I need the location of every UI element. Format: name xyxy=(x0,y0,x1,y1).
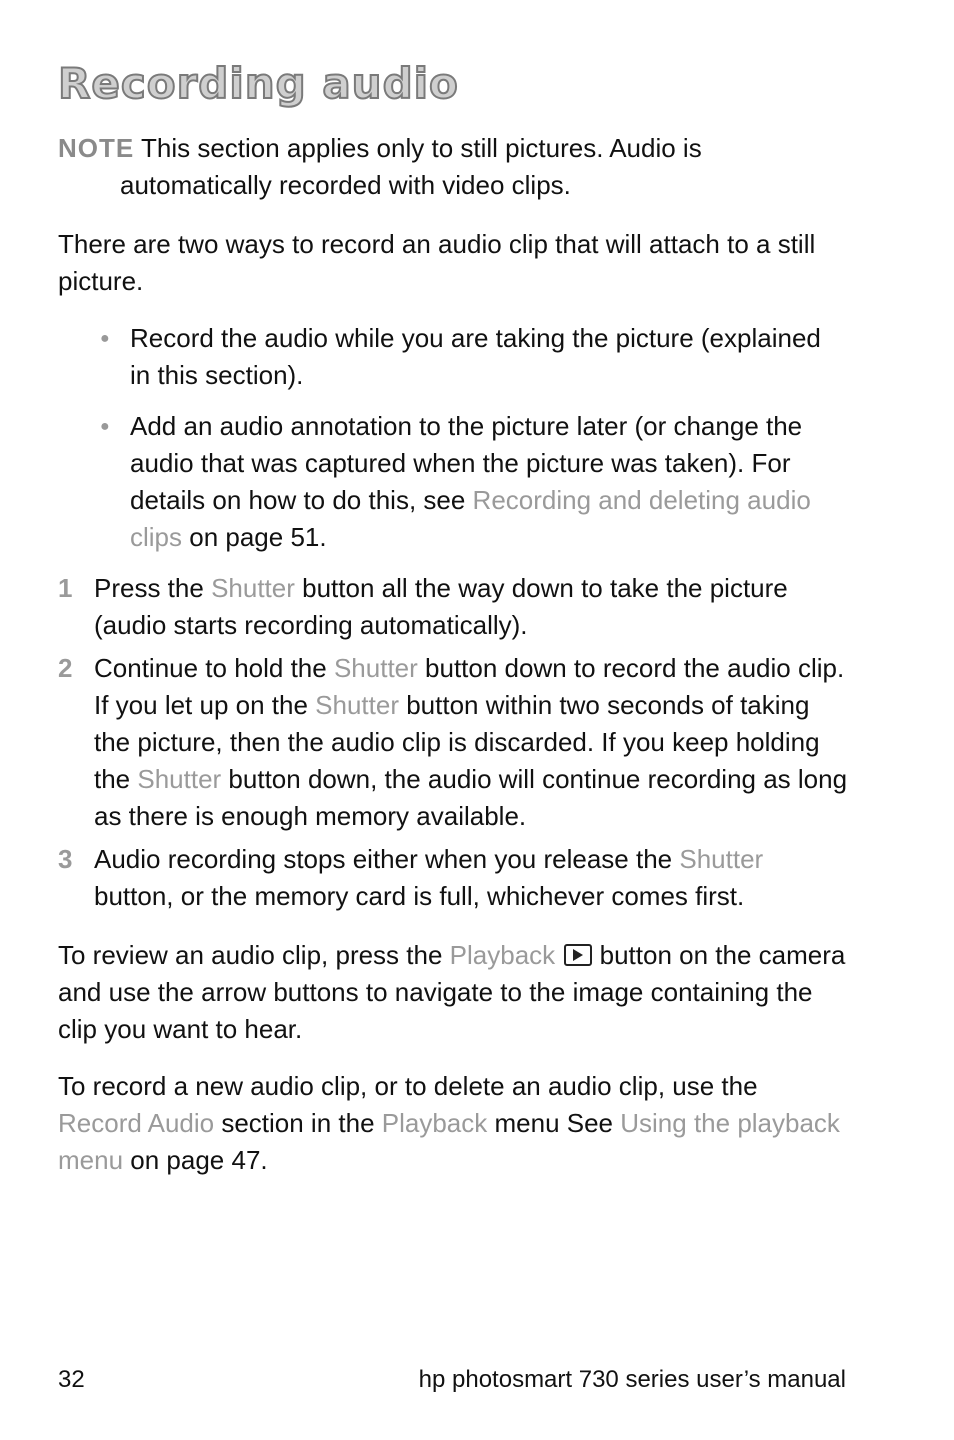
shutter-term: Shutter xyxy=(679,844,764,874)
step-number: 1 xyxy=(58,573,73,603)
record-text: To record a new audio clip, or to delete an audio clip, use the xyxy=(58,1071,758,1101)
note-text: This section applies only to still pictures. Audio is automatically recorded with video clips. xyxy=(120,133,702,200)
record-text: section in the xyxy=(214,1108,382,1138)
playback-term: Playback xyxy=(449,940,556,970)
shutter-term: Shutter xyxy=(315,690,399,720)
note xyxy=(58,130,848,204)
review-text: To review an audio clip, press the xyxy=(58,940,450,970)
playback-icon xyxy=(564,944,592,966)
playback-term: Playback xyxy=(381,1108,488,1138)
step-text: Continue to hold the xyxy=(94,653,334,683)
page-footer xyxy=(58,1366,846,1394)
bullet-text: Add an audio annotation to the picture later (or change the audio that was captured when the picture was taken). For details on how to do this, see xyxy=(130,411,803,515)
record-paragraph xyxy=(58,1068,848,1179)
review-text: button on the camera and use the arrow buttons to navigate to the image containing the clip you want to hear. xyxy=(58,940,846,1044)
step-text: button within two seconds of taking the picture, then the audio clip is discarded. If you keep holding the xyxy=(94,690,820,794)
step-item xyxy=(58,841,848,915)
playback-menu-link[interactable]: Using the playback menu xyxy=(58,1108,840,1175)
record-text: menu See xyxy=(487,1108,621,1138)
step-text: button, or the memory card is full, whichever comes first. xyxy=(94,881,745,911)
page-content xyxy=(58,58,848,1199)
step-text: button down to record the audio clip. If you let up on the xyxy=(94,653,845,720)
page-number: 32 xyxy=(58,1366,85,1393)
bullet-icon: ● xyxy=(100,330,110,347)
record-text: on page 47. xyxy=(123,1145,268,1175)
bullet-icon: ● xyxy=(100,418,110,435)
step-text: Audio recording stops either when you release the xyxy=(94,844,680,874)
intro-paragraph: There are two ways to record an audio clip that will attach to a still picture. xyxy=(58,229,816,296)
step-number: 2 xyxy=(58,653,73,683)
step-text: button down, the audio will continue recording as long as there is enough memory available. xyxy=(94,764,848,831)
recording-deleting-link[interactable]: Recording and deleting audio clips xyxy=(130,485,811,552)
shutter-term: Shutter xyxy=(333,653,418,683)
step-text: button all the way down to take the picture (audio starts recording automatically). xyxy=(94,573,788,640)
bullet-text: on page 51. xyxy=(182,522,327,552)
step-item xyxy=(58,570,848,644)
manual-title: hp photosmart 730 series user’s manual xyxy=(418,1366,846,1393)
bullet-list xyxy=(58,320,848,556)
step-item xyxy=(58,650,848,835)
review-paragraph xyxy=(58,937,848,1048)
page-title: Recording audio xyxy=(58,59,459,108)
step-number: 3 xyxy=(58,844,73,874)
record-audio-term: Record Audio xyxy=(58,1108,215,1138)
list-item xyxy=(58,408,848,556)
list-item xyxy=(58,320,848,394)
bullet-text: Record the audio while you are taking the picture (explained in this section). xyxy=(130,323,821,390)
steps-list xyxy=(58,570,848,915)
note-label: NOTE xyxy=(58,133,135,163)
step-text: Press the xyxy=(94,573,212,603)
shutter-term: Shutter xyxy=(211,573,295,603)
shutter-term: Shutter xyxy=(137,764,222,794)
